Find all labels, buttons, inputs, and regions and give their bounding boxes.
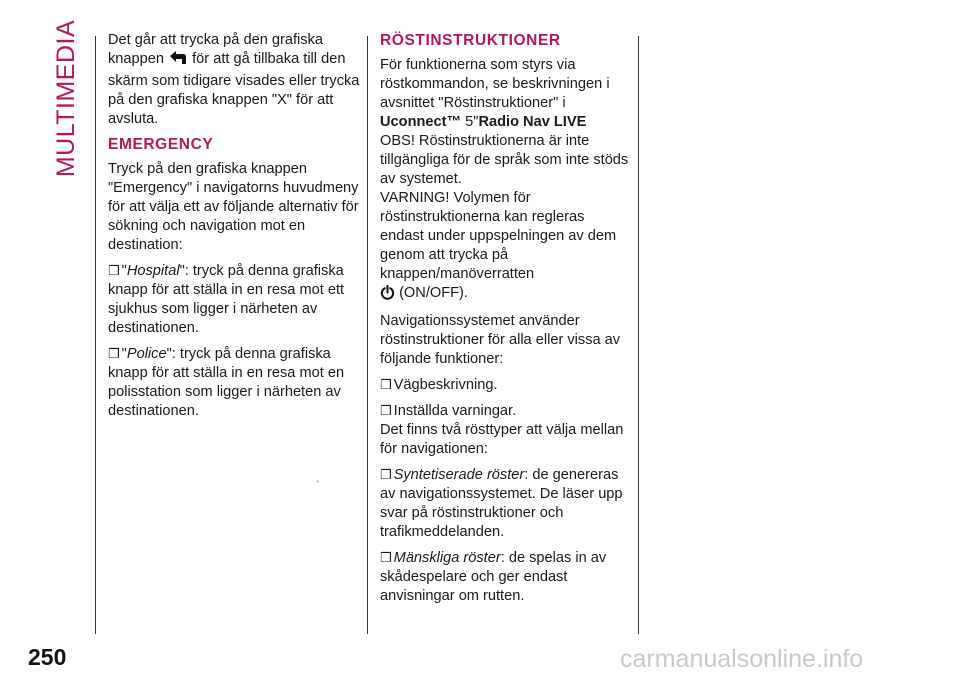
text-column-left (108, 31, 360, 427)
voice-instructions-heading: RÖSTINSTRUKTIONER (380, 32, 561, 49)
checkbox-bullet-icon: ❒ (380, 377, 392, 392)
power-icon (380, 285, 395, 306)
page-number: 250 (28, 644, 67, 670)
obs-paragraph: OBS! Röstinstruktionerna är inte tillgängliga för de språk som inte stöds av systemet. (380, 133, 629, 187)
list-item-directions: ❒ Vägbeskrivning. (380, 377, 498, 393)
section-label (52, 19, 82, 178)
column-divider-right (638, 36, 639, 634)
checkbox-bullet-icon: ❒ (380, 467, 392, 482)
column-divider-middle (367, 36, 368, 634)
checkbox-bullet-icon: ❒ (108, 263, 120, 278)
voice-types-paragraph: Det finns två rösttyper att välja mellan för navigationen: (380, 422, 624, 457)
list-item-human-voices: ❒ Mänskliga röster: de spelas in av skådespelare och ger endast anvisningar om rutten. (380, 550, 607, 604)
functions-paragraph: Navigationssystemet använder röstinstruktioner för alla eller vissa av följande funktioner: (380, 313, 621, 367)
checkbox-bullet-icon: ❒ (108, 346, 120, 361)
back-arrow-icon (168, 50, 188, 72)
section-label-text: MULTIMEDIA (52, 19, 81, 178)
watermark: carmanualsonline.info (620, 645, 864, 673)
column-divider-left (95, 36, 96, 634)
list-item-hospital: ❒ "Hospital": tryck på denna grafiska knapp för att ställa in en resa mot ett sjukhus som ligger i närheten av destinationen. (108, 263, 345, 336)
emergency-paragraph: Tryck på den grafiska knappen "Emergency" i navigatorns huvudmeny för att välja ett av följande alternativ för sökning och navigation mot en destination: (108, 161, 359, 253)
warning-paragraph: VARNING! Volymen för röstinstruktionerna kan regleras endast under uppspelningen av dem genom att trycka på knappen/manöverratten (ON/OFF). (380, 189, 632, 306)
text-column-middle (380, 31, 632, 612)
checkbox-bullet-icon: ❒ (380, 403, 392, 418)
list-item-police: ❒ "Police": tryck på denna grafiska knapp för att ställa in en resa mot en polisstation som ligger i närheten av destinationen. (108, 346, 345, 419)
list-item-synthetic-voices: ❒ Syntetiserade röster: de genereras av navigationssystemet. De läser upp svar på röstinstruktioner och trafikmeddelanden. (380, 467, 623, 540)
list-item-warnings: ❒ Inställda varningar. (380, 403, 517, 419)
checkbox-bullet-icon: ❒ (380, 550, 392, 565)
voice-commands-paragraph: För funktionerna som styrs via röstkommandon, se beskrivningen i avsnittet "Röstinstruktioner" i Uconnect™ 5"Radio Nav LIVE (380, 57, 610, 130)
emergency-heading: EMERGENCY (108, 136, 214, 153)
stray-mark: . (316, 474, 319, 485)
intro-paragraph: Det går att trycka på den grafiska knappen för att gå tillbaka till den skärm som tidigare visades eller trycka på den grafiska knappen "X" för att avsluta. (108, 32, 360, 127)
